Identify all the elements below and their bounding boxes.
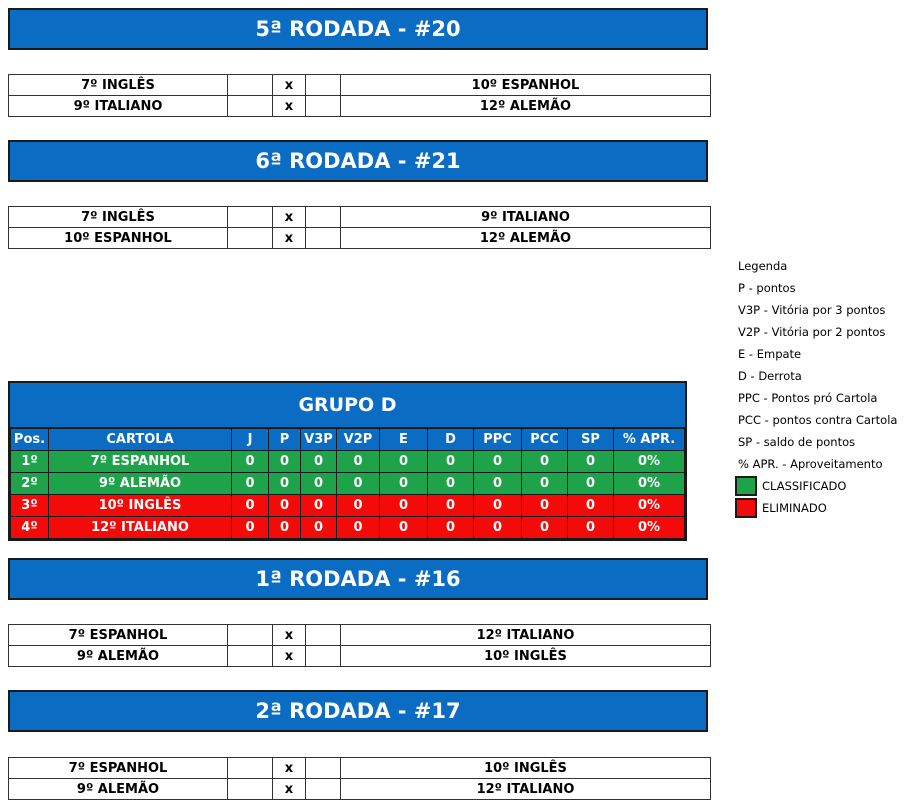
cell-ppc: 0 bbox=[474, 517, 522, 539]
round-title: 2ª RODADA - #17 bbox=[255, 699, 461, 723]
cell-pos: 3º bbox=[11, 495, 49, 517]
home-team: 9º ITALIANO bbox=[9, 96, 228, 117]
legend-item: % APR. - Aproveitamento bbox=[738, 457, 883, 471]
header-v3p: V3P bbox=[301, 429, 337, 451]
cell-apr: 0% bbox=[614, 451, 685, 473]
cell-v3p: 0 bbox=[301, 495, 337, 517]
cell-ppc: 0 bbox=[474, 495, 522, 517]
cell-pos: 4º bbox=[11, 517, 49, 539]
cell-apr: 0% bbox=[614, 473, 685, 495]
cell-v3p: 0 bbox=[301, 473, 337, 495]
header-v2p: V2P bbox=[337, 429, 380, 451]
away-team: 12º ALEMÃO bbox=[341, 228, 711, 249]
cell-p: 0 bbox=[269, 495, 301, 517]
match-row bbox=[9, 75, 711, 96]
cell-e: 0 bbox=[380, 495, 428, 517]
away-team: 9º ITALIANO bbox=[341, 207, 711, 228]
home-score bbox=[228, 779, 273, 800]
away-score bbox=[306, 625, 341, 646]
cell-v2p: 0 bbox=[337, 517, 380, 539]
home-team: 7º ESPANHOL bbox=[9, 758, 228, 779]
standings-table bbox=[10, 428, 685, 539]
header-row bbox=[11, 429, 685, 451]
home-score bbox=[228, 758, 273, 779]
round-title: 6ª RODADA - #21 bbox=[255, 149, 461, 173]
cell-e: 0 bbox=[380, 473, 428, 495]
match-row bbox=[9, 646, 711, 667]
cell-d: 0 bbox=[428, 495, 474, 517]
header-apr: % APR. bbox=[614, 429, 685, 451]
home-score bbox=[228, 207, 273, 228]
home-team: 10º ESPANHOL bbox=[9, 228, 228, 249]
cell-name: 12º ITALIANO bbox=[49, 517, 232, 539]
versus: x bbox=[273, 646, 306, 667]
away-score bbox=[306, 228, 341, 249]
cell-sp: 0 bbox=[568, 451, 614, 473]
cell-name: 7º ESPANHOL bbox=[49, 451, 232, 473]
versus: x bbox=[273, 228, 306, 249]
classified-swatch bbox=[735, 476, 757, 496]
legend-item: PCC - pontos contra Cartola bbox=[738, 413, 898, 427]
home-score bbox=[228, 96, 273, 117]
table-row bbox=[11, 517, 685, 539]
cell-pos: 1º bbox=[11, 451, 49, 473]
match-row bbox=[9, 207, 711, 228]
cell-ppc: 0 bbox=[474, 451, 522, 473]
header-d: D bbox=[428, 429, 474, 451]
cell-pcc: 0 bbox=[522, 495, 568, 517]
away-team: 12º ALEMÃO bbox=[341, 96, 711, 117]
cell-d: 0 bbox=[428, 517, 474, 539]
header-p: P bbox=[269, 429, 301, 451]
cell-name: 10º INGLÊS bbox=[49, 495, 232, 517]
round-1-matches bbox=[8, 624, 711, 667]
round-6-matches bbox=[8, 206, 711, 249]
cell-v2p: 0 bbox=[337, 495, 380, 517]
away-team: 10º INGLÊS bbox=[341, 758, 711, 779]
versus: x bbox=[273, 207, 306, 228]
away-score bbox=[306, 646, 341, 667]
legend-item: V3P - Vitória por 3 pontos bbox=[738, 303, 886, 317]
match-row bbox=[9, 779, 711, 800]
cell-pos: 2º bbox=[11, 473, 49, 495]
cell-name: 9º ALEMÃO bbox=[49, 473, 232, 495]
cell-d: 0 bbox=[428, 473, 474, 495]
home-team: 9º ALEMÃO bbox=[9, 646, 228, 667]
cell-d: 0 bbox=[428, 451, 474, 473]
cell-p: 0 bbox=[269, 473, 301, 495]
header-ppc: PPC bbox=[474, 429, 522, 451]
cell-v3p: 0 bbox=[301, 517, 337, 539]
cell-v3p: 0 bbox=[301, 451, 337, 473]
home-team: 7º INGLÊS bbox=[9, 75, 228, 96]
home-score bbox=[228, 625, 273, 646]
legend-title: Legenda bbox=[738, 259, 788, 273]
home-score bbox=[228, 646, 273, 667]
away-score bbox=[306, 96, 341, 117]
cell-pcc: 0 bbox=[522, 517, 568, 539]
cell-p: 0 bbox=[269, 451, 301, 473]
legend-item: D - Derrota bbox=[738, 369, 802, 383]
cell-j: 0 bbox=[232, 517, 269, 539]
home-team: 7º ESPANHOL bbox=[9, 625, 228, 646]
legend bbox=[738, 256, 897, 520]
versus: x bbox=[273, 75, 306, 96]
cell-v2p: 0 bbox=[337, 473, 380, 495]
cell-apr: 0% bbox=[614, 495, 685, 517]
header-sp: SP bbox=[568, 429, 614, 451]
table-row bbox=[11, 495, 685, 517]
match-row bbox=[9, 758, 711, 779]
cell-j: 0 bbox=[232, 473, 269, 495]
match-row bbox=[9, 625, 711, 646]
match-row bbox=[9, 228, 711, 249]
header-pos: Pos. bbox=[11, 429, 49, 451]
home-score bbox=[228, 228, 273, 249]
home-team: 7º INGLÊS bbox=[9, 207, 228, 228]
versus: x bbox=[273, 758, 306, 779]
header-pcc: PCC bbox=[522, 429, 568, 451]
away-score bbox=[306, 207, 341, 228]
group-title: GRUPO D bbox=[10, 383, 685, 428]
match-row bbox=[9, 96, 711, 117]
cell-e: 0 bbox=[380, 451, 428, 473]
round-2-banner bbox=[8, 690, 708, 732]
cell-apr: 0% bbox=[614, 517, 685, 539]
versus: x bbox=[273, 779, 306, 800]
away-score bbox=[306, 779, 341, 800]
group-d-table bbox=[8, 381, 687, 541]
round-title: 5ª RODADA - #20 bbox=[255, 17, 461, 41]
round-1-banner bbox=[8, 558, 708, 600]
round-5-matches bbox=[8, 74, 711, 117]
legend-swatches bbox=[738, 476, 897, 520]
classified-label: CLASSIFICADO bbox=[762, 479, 847, 493]
header-e: E bbox=[380, 429, 428, 451]
table-row bbox=[11, 473, 685, 495]
legend-item: PPC - Pontos pró Cartola bbox=[738, 391, 878, 405]
table-row bbox=[11, 451, 685, 473]
away-team: 12º ITALIANO bbox=[341, 625, 711, 646]
away-team: 10º ESPANHOL bbox=[341, 75, 711, 96]
round-5-banner bbox=[8, 8, 708, 50]
cell-p: 0 bbox=[269, 517, 301, 539]
away-score bbox=[306, 75, 341, 96]
eliminated-label: ELIMINADO bbox=[762, 501, 827, 515]
cell-pcc: 0 bbox=[522, 473, 568, 495]
cell-j: 0 bbox=[232, 451, 269, 473]
away-score bbox=[306, 758, 341, 779]
versus: x bbox=[273, 96, 306, 117]
legend-item: P - pontos bbox=[738, 281, 796, 295]
round-6-banner bbox=[8, 140, 708, 182]
away-team: 12º ITALIANO bbox=[341, 779, 711, 800]
cell-ppc: 0 bbox=[474, 473, 522, 495]
round-2-matches bbox=[8, 757, 711, 800]
cell-v2p: 0 bbox=[337, 451, 380, 473]
legend-item: SP - saldo de pontos bbox=[738, 435, 856, 449]
cell-pcc: 0 bbox=[522, 451, 568, 473]
cell-sp: 0 bbox=[568, 495, 614, 517]
round-title: 1ª RODADA - #16 bbox=[255, 567, 461, 591]
eliminated-swatch bbox=[735, 498, 757, 518]
home-team: 9º ALEMÃO bbox=[9, 779, 228, 800]
cell-sp: 0 bbox=[568, 517, 614, 539]
header-j: J bbox=[232, 429, 269, 451]
cell-sp: 0 bbox=[568, 473, 614, 495]
away-team: 10º INGLÊS bbox=[341, 646, 711, 667]
versus: x bbox=[273, 625, 306, 646]
cell-j: 0 bbox=[232, 495, 269, 517]
legend-item: V2P - Vitória por 2 pontos bbox=[738, 325, 886, 339]
home-score bbox=[228, 75, 273, 96]
cell-e: 0 bbox=[380, 517, 428, 539]
header-cartola: CARTOLA bbox=[49, 429, 232, 451]
legend-item: E - Empate bbox=[738, 347, 802, 361]
